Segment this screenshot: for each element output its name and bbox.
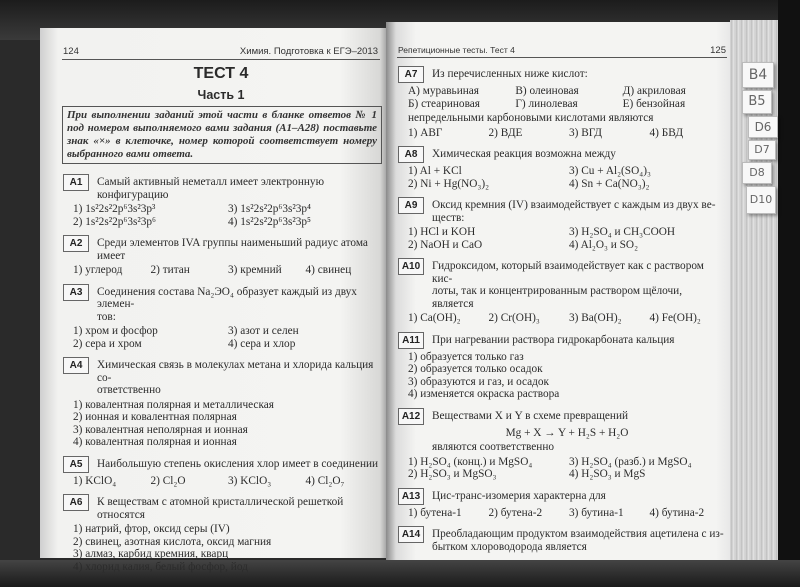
left-running-head: Химия. Подготовка к ЕГЭ–2013 — [239, 46, 378, 57]
answer-options — [398, 226, 726, 251]
question-a13 — [398, 488, 726, 520]
prompt-line: Химическая реакция возможна между — [432, 148, 616, 160]
answer-option: 3) алмаз, карбид кремния, кварц — [73, 548, 229, 560]
question-prompt — [398, 332, 726, 349]
question-number-label: A5 — [63, 456, 89, 473]
answer-options — [398, 312, 726, 325]
sticky-tab-d7: D7 — [748, 140, 776, 160]
answer-option: 3) Ba(OH)₂ — [569, 312, 622, 324]
answer-options — [398, 85, 726, 110]
question-text: Mg + X → Y + H₂S + H₂O — [505, 426, 629, 439]
answer-option: 3) азот и селен — [228, 325, 299, 337]
answer-options — [63, 399, 379, 449]
question-a8 — [398, 146, 726, 190]
left-questions — [63, 174, 379, 573]
question-number-label: A9 — [398, 197, 424, 214]
answer-options — [63, 475, 379, 488]
answer-option: 3) образуются и газ, и осадок — [408, 375, 550, 388]
answer-option: 2) 1s²2s²2p⁶3s²3p⁶ — [73, 215, 157, 228]
answer-options — [398, 456, 726, 481]
answer-option: 4) Al₂O₃ и SO₂ — [569, 238, 639, 251]
answer-option: 2) NaOH и CaO — [408, 238, 483, 251]
question-prompt — [398, 526, 726, 553]
sticky-tab-d8: D8 — [742, 162, 772, 184]
question-number-label: A3 — [63, 284, 89, 301]
question-number-label: A12 — [398, 408, 424, 425]
question-a10 — [398, 258, 726, 325]
question-prompt — [63, 174, 379, 201]
sticky-tab-b5: B5 — [742, 90, 772, 114]
prompt-line: Химическая связь в молекулах метана и хлорида кальция со- — [97, 359, 374, 384]
answer-option: 2) сера и хром — [73, 337, 142, 350]
sticky-tab-b4: B4 — [742, 62, 774, 88]
question-text: являются соответственно — [432, 441, 555, 453]
answer-option: 1) хром и фосфор — [73, 325, 158, 337]
answer-option: 3) H₂SO₄ и CH₃COOH — [569, 226, 676, 238]
prompt-line: бытком хлороводорода является — [432, 540, 587, 553]
question-prompt — [398, 66, 726, 83]
answer-option: 4) изменяется окраска раствора — [408, 388, 560, 400]
question-number-label: A10 — [398, 258, 424, 275]
question-prompt — [398, 258, 726, 310]
question-a5 — [63, 456, 379, 488]
answer-option: 3) кремний — [228, 264, 282, 276]
answer-option: 2) бутена-2 — [488, 506, 543, 519]
answer-option: Д) акриловая — [622, 85, 686, 97]
question-a12 — [398, 408, 726, 481]
answer-option: В) олеиновая — [515, 85, 579, 97]
question-prompt — [398, 408, 726, 425]
instructions-box: При выполнении заданий этой части в бланке ответов № 1 под номером выполняемого вами задания (А1–А28) поставьте знак «×» в клеточке, номер которой соответствует номеру выбранного вами ответа. — [62, 106, 382, 164]
answer-option: 3) Cu + Al₂(SO₄)₃ — [569, 165, 651, 177]
background-right — [778, 0, 800, 587]
sticky-tab-d6: D6 — [748, 116, 778, 138]
question-prompt — [398, 488, 726, 505]
answer-option: 4) ковалентная полярная и ионная — [73, 436, 237, 448]
answer-option: Г) линолевая — [515, 97, 578, 110]
prompt-line: лоты, так и концентрированным раствором щёлочи, является — [432, 285, 683, 310]
question-number-label: A6 — [63, 494, 89, 511]
answer-options — [63, 523, 379, 573]
answer-option: 1) KClO₄ — [73, 474, 117, 487]
answer-options — [398, 507, 726, 520]
prompt-line: Веществами X и Y в схеме превращений — [432, 409, 629, 422]
prompt-line: тов: — [97, 310, 116, 323]
answer-option: 3) 1s²2s²2p⁶3s²3p⁴ — [228, 203, 312, 215]
answer-options — [63, 203, 379, 228]
answer-option: 1) АВГ — [408, 126, 443, 139]
answer-option: 2) H₂SO₃ и MgSO₃ — [408, 468, 497, 480]
answer-option: 4) 1s²2s²2p⁶3s²3p⁵ — [228, 215, 312, 228]
question-number-label: A11 — [398, 332, 424, 349]
left-header-rule — [62, 59, 380, 60]
prompt-line: Наибольшую степень окисления хлор имеет в соединении — [97, 457, 379, 470]
answer-option: 2) Cl₂O — [150, 474, 186, 487]
question-number-label: A7 — [398, 66, 424, 83]
sticky-tab-d10: D10 — [746, 186, 776, 214]
prompt-line: К веществам с атомной кристаллической решеткой относятся — [97, 496, 344, 521]
question-prompt — [63, 235, 379, 262]
answer-option: 2) ионная и ковалентная полярная — [73, 411, 237, 423]
answer-option: 2) образуется только осадок — [408, 363, 543, 375]
test-title: ТЕСТ 4 — [193, 65, 249, 82]
prompt-line: Самый активный неметалл имеет электронную конфигурацию — [97, 176, 325, 201]
question-a11 — [398, 332, 726, 401]
answer-option: 1) HCl и KOH — [408, 226, 476, 238]
answer-option: 4) Fe(OH)₂ — [649, 312, 701, 324]
answer-option: 4) Sn + Ca(NO₃)₂ — [569, 177, 650, 190]
prompt-line: Цис-транс-изомерия характерна для — [432, 489, 606, 502]
answer-option: 2) Ni + Hg(NO₃)₂ — [408, 177, 490, 190]
left-page-number: 124 — [63, 46, 79, 57]
right-header-rule — [397, 57, 727, 58]
question-a7 — [398, 66, 726, 139]
prompt-line: При нагревании раствора гидрокарбоната кальция — [432, 333, 675, 346]
question-number-label: A14 — [398, 526, 424, 543]
answer-option: 1) 1s²2s²2p⁶3s²3p³ — [73, 203, 156, 215]
question-prompt — [398, 197, 726, 224]
answer-option: 1) углерод — [73, 264, 123, 276]
answer-option: 3) ковалентная неполярная и ионная — [73, 423, 248, 436]
question-number-label: A8 — [398, 146, 424, 163]
question-a9 — [398, 197, 726, 251]
answer-option: 2) ВДЕ — [488, 126, 523, 139]
answer-option: 4) Cl₂O₇ — [305, 474, 345, 487]
question-a3 — [63, 284, 379, 351]
prompt-line: Оксид кремния (IV) взаимодействует с каждым из двух ве- — [432, 199, 716, 211]
answer-option: 4) H₂SO₃ и MgS — [569, 468, 646, 480]
answer-option: 1) Al + KCl — [408, 165, 462, 177]
prompt-line: ответственно — [97, 384, 161, 396]
question-prompt — [398, 146, 726, 163]
answer-options — [63, 325, 379, 350]
question-a14 — [398, 526, 726, 553]
answer-option: 1) Ca(OH)₂ — [408, 312, 461, 324]
answer-options — [398, 165, 726, 190]
answer-option: 4) сера и хлор — [228, 337, 296, 350]
answer-option: 1) бутена-1 — [408, 506, 462, 519]
part-title: Часть 1 — [197, 88, 245, 102]
answer-option: 4) хлорид калия, белый фосфор, йод — [73, 560, 248, 573]
question-a4 — [63, 357, 379, 449]
question-text: непредельными карбоновыми кислотами являются — [408, 112, 654, 124]
answer-option: А) муравьиная — [408, 85, 479, 97]
answer-option: 3) ВГД — [569, 126, 603, 139]
answer-option: 2) свинец, азотная кислота, оксид магния — [73, 535, 272, 548]
question-a6 — [63, 494, 379, 573]
prompt-line: Преобладающим продуктом взаимодействия ацетилена с из- — [432, 528, 724, 540]
prompt-line: ществ: — [432, 211, 465, 224]
answer-option: 3) KClO₃ — [228, 474, 272, 487]
answer-option: 4) свинец — [305, 264, 352, 276]
question-number-label: A4 — [63, 357, 89, 374]
question-number-label: A2 — [63, 235, 89, 252]
question-number-label: A1 — [63, 174, 89, 191]
answer-option: 1) H₂SO₄ (конц.) и MgSO₄ — [408, 455, 533, 468]
question-prompt — [63, 357, 379, 397]
right-running-head: Репетиционные тесты. Тест 4 — [398, 45, 515, 55]
answer-option: Б) стеариновая — [408, 97, 480, 110]
answer-options — [398, 127, 726, 140]
answer-option: 2) Cr(OH)₃ — [488, 312, 540, 324]
answer-option: 1) ковалентная полярная и металлическая — [73, 398, 274, 411]
answer-option: 3) бутина-1 — [569, 506, 624, 519]
answer-options — [398, 351, 726, 401]
prompt-line: Среди элементов IVA группы наименьший радиус атома имеет — [97, 237, 368, 262]
question-number-label: A13 — [398, 488, 424, 505]
right-questions — [398, 66, 726, 553]
answer-option: 2) титан — [150, 264, 190, 276]
prompt-line: Соединения состава Na₂ЭO₄ образует каждый из двух элемен- — [97, 285, 357, 310]
answer-option: 4) бутина-2 — [649, 506, 705, 519]
answer-option: 1) образуется только газ — [408, 350, 524, 363]
answer-option: 4) БВД — [649, 126, 684, 139]
answer-option: 3) H₂SO₄ (разб.) и MgSO₄ — [569, 455, 692, 468]
question-prompt — [63, 456, 379, 473]
answer-option: Е) бензойная — [622, 97, 686, 110]
prompt-line: Из перечисленных ниже кислот: — [432, 68, 588, 80]
prompt-line: Гидроксидом, который взаимодействует как с раствором кис- — [432, 260, 704, 285]
answer-option: 1) натрий, фтор, оксид серы (IV) — [73, 523, 230, 535]
question-a1 — [63, 174, 379, 228]
answer-options — [63, 264, 379, 277]
question-prompt — [63, 494, 379, 521]
right-page-number: 125 — [710, 45, 726, 56]
question-prompt — [63, 284, 379, 324]
question-a2 — [63, 235, 379, 277]
